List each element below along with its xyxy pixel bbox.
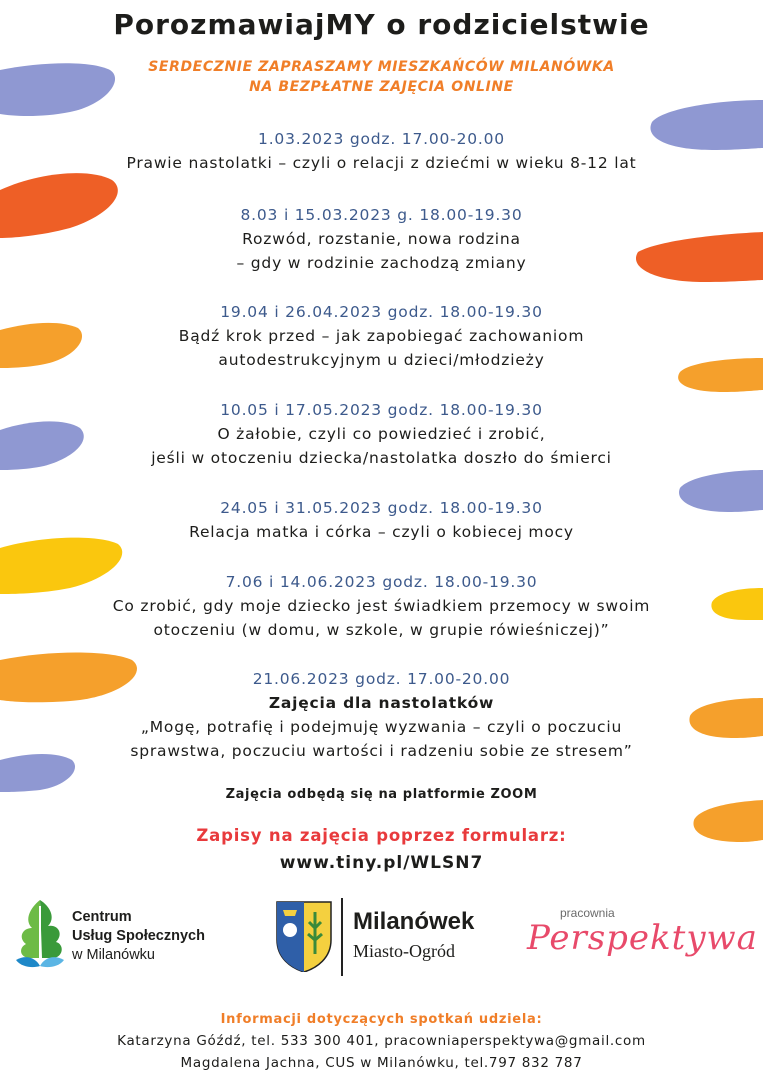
contact-line: Magdalena Jachna, CUS w Milanówku, tel.797 832 787 [180, 1055, 583, 1071]
event-item [0, 667, 763, 763]
perspektywa-small-text: pracownia [560, 906, 615, 920]
event-date: 10.05 i 17.05.2023 godz. 18.00-19.30 [220, 401, 543, 419]
event-item [0, 127, 763, 175]
event-item [0, 570, 763, 642]
perspektywa-wordmark: Perspektywa [527, 918, 758, 958]
event-description: O żałobie, czyli co powiedzieć i zrobić, [217, 425, 546, 443]
event-date: 21.06.2023 godz. 17.00-20.00 [252, 670, 511, 688]
page-title: PorozmawiajMY o rodzicielstwie [113, 8, 650, 41]
contact-heading: Informacji dotyczących spotkań udziela: [220, 1012, 543, 1027]
event-description: Bądź krok przed – jak zapobiegać zachowaniom [178, 327, 585, 345]
cus-logo [12, 892, 252, 987]
cus-name-line: Centrum [72, 909, 132, 925]
event-description: Co zrobić, gdy moje dziecko jest świadkiem przemocy w swoim [112, 597, 651, 615]
event-date: 8.03 i 15.03.2023 g. 18.00-19.30 [240, 206, 523, 224]
coat-of-arms-icon [275, 900, 333, 972]
logo-separator [341, 898, 343, 976]
event-item [0, 300, 763, 372]
platform-note: Zajęcia odbędą się na platformie ZOOM [225, 787, 538, 802]
event-description: autodestrukcyjnym u dzieci/młodzieży [218, 351, 545, 369]
event-description: – gdy w rodzinie zachodzą zmiany [236, 254, 527, 272]
event-description: jeśli w otoczeniu dziecka/nastolatka doszło do śmierci [151, 449, 612, 467]
event-description: „Mogę, potrafię i podejmuję wyzwania – czyli o poczuciu [140, 718, 623, 736]
cus-name [72, 908, 205, 965]
oak-leaf-hands-icon [12, 896, 70, 976]
invitation-subtitle [0, 57, 763, 97]
event-description: Relacja matka i córka – czyli o kobiecej mocy [189, 523, 574, 541]
event-date: 1.03.2023 godz. 17.00-20.00 [258, 130, 505, 148]
event-audience: Zajęcia dla nastolatków [268, 694, 495, 712]
partner-logos [0, 892, 763, 992]
event-date: 19.04 i 26.04.2023 godz. 18.00-19.30 [220, 303, 543, 321]
event-item [0, 496, 763, 544]
registration-link[interactable]: www.tiny.pl/WLSN7 [279, 853, 484, 873]
subtitle-line: NA BEZPŁATNE ZAJĘCIA ONLINE [249, 79, 514, 95]
subtitle-line: SERDECZNIE ZAPRASZAMY MIESZKAŃCÓW MILANÓWKA [148, 59, 615, 75]
event-item [0, 203, 763, 275]
milanowek-name: Milanówek [353, 908, 475, 935]
perspektywa-logo [525, 896, 758, 986]
event-description: Rozwód, rozstanie, nowa rodzina [242, 230, 521, 248]
registration-heading: Zapisy na zajęcia poprzez formularz: [196, 826, 567, 845]
event-description: Prawie nastolatki – czyli o relacji z dziećmi w wieku 8-12 lat [126, 154, 637, 172]
event-date: 24.05 i 31.05.2023 godz. 18.00-19.30 [220, 499, 543, 517]
milanowek-logo [275, 894, 505, 989]
event-date: 7.06 i 14.06.2023 godz. 18.00-19.30 [225, 573, 538, 591]
cus-name-line: Usług Społecznych [72, 928, 205, 944]
contact-line: Katarzyna Góźdź, tel. 533 300 401, pracowniaperspektywa@gmail.com [117, 1033, 646, 1049]
event-item [0, 398, 763, 470]
cus-name-line: w Milanówku [72, 947, 155, 963]
milanowek-subtitle: Miasto-Ogród [353, 941, 455, 961]
event-description: sprawstwa, poczuciu wartości i radzeniu sobie ze stresem” [130, 742, 633, 760]
event-description: otoczeniu (w domu, w szkole, w grupie rówieśniczej)” [153, 621, 610, 639]
